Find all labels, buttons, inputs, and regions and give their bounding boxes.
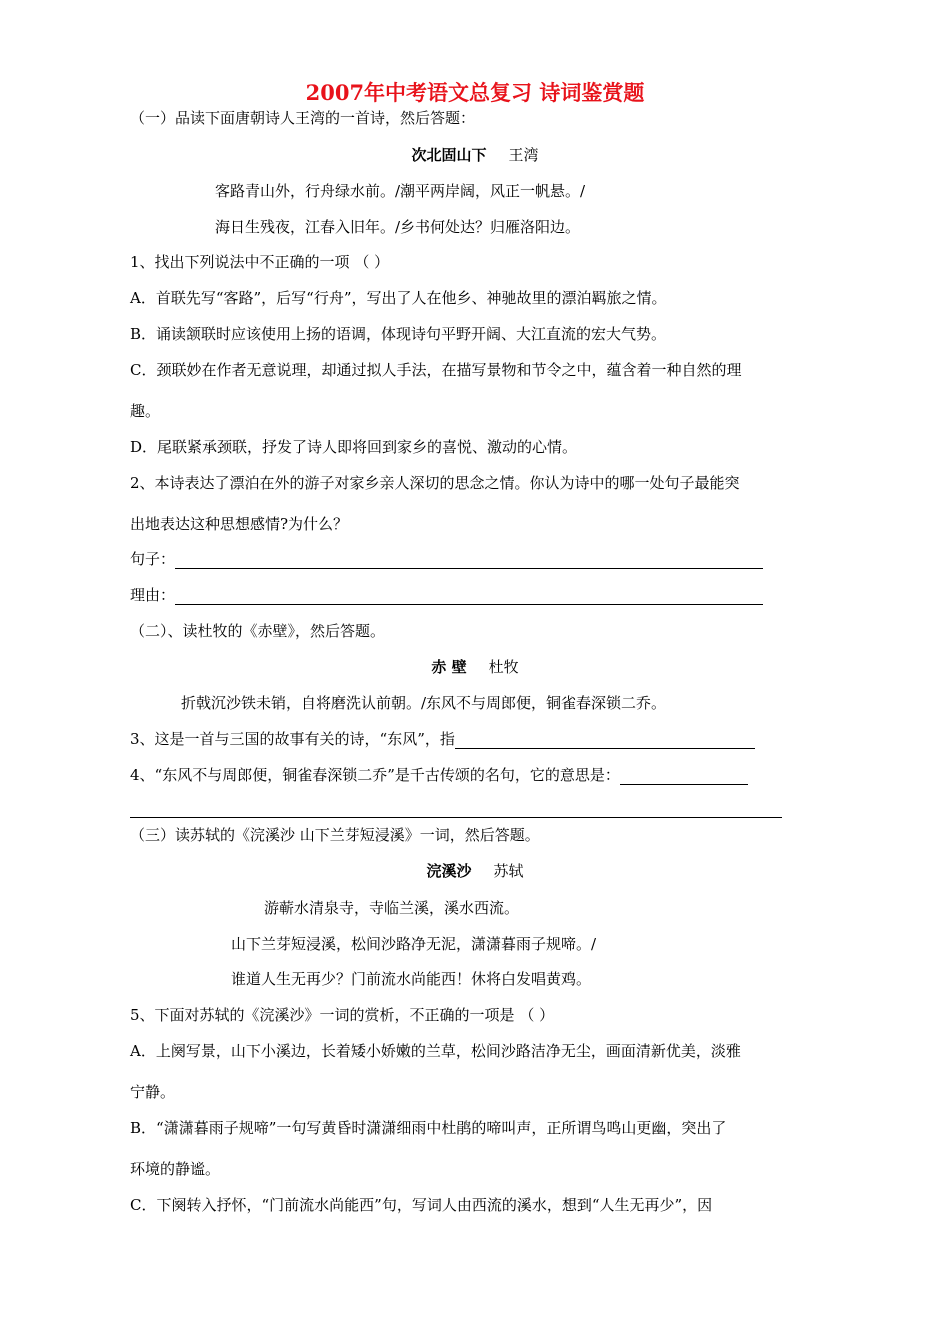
poem3-preface: 游蕲水清泉寺，寺临兰溪，溪水西流。 xyxy=(264,899,520,917)
poem3-heading xyxy=(0,861,950,881)
section3-intro: （三）读苏轼的《浣溪沙 山下兰芽短浸溪》一词，然后答题。 xyxy=(130,826,540,844)
question2-line2: 出地表达这种思想感情?为什么？ xyxy=(130,515,349,533)
poem3-title: 浣溪沙 xyxy=(426,862,472,880)
poem2-heading xyxy=(0,657,950,677)
question5: 5、下面对苏轼的《浣溪沙》一词的赏析，不正确的一项是 （ ） xyxy=(130,1006,555,1024)
question3-row xyxy=(130,729,755,749)
question1-option-c-line1: C．颈联妙在作者无意说理，却通过拟人手法，在描写景物和节令之中，蕴含着一种自然的理 xyxy=(130,361,742,379)
question3: 3、这是一首与三国的故事有关的诗，“东风”，指 xyxy=(130,730,455,748)
sentence-label: 句子： xyxy=(130,550,176,568)
poem1-author: 王湾 xyxy=(508,146,539,164)
question1-option-d: D．尾联紧承颈联，抒发了诗人即将回到家乡的喜悦、激动的心情。 xyxy=(130,438,578,456)
question2-line1: 2、本诗表达了漂泊在外的游子对家乡亲人深切的思念之情。你认为诗中的哪一处句子最能突 xyxy=(130,474,740,492)
question4-answer-line[interactable] xyxy=(130,817,782,818)
sentence-answer-blank[interactable] xyxy=(175,552,763,569)
question3-answer-blank[interactable] xyxy=(455,732,755,749)
sentence-answer-row xyxy=(130,549,763,569)
question1-option-b: B．诵读颔联时应该使用上扬的语调，体现诗句平野开阔、大江直流的宏大气势。 xyxy=(130,325,667,343)
question5-option-a-line2: 宁静。 xyxy=(130,1083,176,1101)
reason-answer-row xyxy=(130,585,763,605)
poem2-title: 赤 壁 xyxy=(431,658,467,676)
poem3-line2: 谁道人生无再少？门前流水尚能西！休将白发唱黄鸡。 xyxy=(231,970,592,988)
reason-answer-blank[interactable] xyxy=(175,588,763,605)
reason-label: 理由： xyxy=(130,586,176,604)
poem1-line2: 海日生残夜，江春入旧年。/乡书何处达？归雁洛阳边。 xyxy=(215,218,581,236)
poem2-author: 杜牧 xyxy=(488,658,519,676)
question1-option-c-line2: 趣。 xyxy=(130,402,161,420)
question5-option-c-line1: C．下阕转入抒怀，“门前流水尚能西”句，写词人由西流的溪水，想到“人生无再少”，因 xyxy=(130,1196,713,1214)
poem1-title: 次北固山下 xyxy=(411,146,487,164)
section2-intro: （二）、读杜牧的《赤壁》，然后答题。 xyxy=(130,622,386,640)
poem3-author: 苏轼 xyxy=(493,862,524,880)
poem2-line1: 折戟沉沙铁未销，自将磨洗认前朝。/东风不与周郎便，铜雀春深锁二乔。 xyxy=(181,694,667,712)
page-title: 2007年中考语文总复习 诗词鉴赏题 xyxy=(305,80,645,105)
question1-option-a: A．首联先写“客路”，后写“行舟”，写出了人在他乡、神驰故里的漂泊羁旅之情。 xyxy=(130,289,667,307)
poem1-line1: 客路青山外，行舟绿水前。/潮平两岸阔，风正一帆悬。/ xyxy=(215,182,586,200)
question4-row xyxy=(130,765,748,785)
question5-option-b-line2: 环境的静谧。 xyxy=(130,1160,221,1178)
question4-answer-blank[interactable] xyxy=(620,768,748,785)
question4: 4、“东风不与周郎便，铜雀春深锁二乔”是千古传颂的名句，它的意思是： xyxy=(130,766,620,784)
question5-option-a-line1: A．上阕写景，山下小溪边，长着矮小娇嫩的兰草，松间沙路洁净无尘，画面清新优美，淡雅 xyxy=(130,1042,741,1060)
poem3-line1: 山下兰芽短浸溪，松间沙路净无泥，潇潇暮雨子规啼。/ xyxy=(231,935,597,953)
question5-option-b-line1: B．“潇潇暮雨子规啼”一句写黄昏时潇潇细雨中杜鹃的啼叫声，正所谓鸟鸣山更幽，突出了 xyxy=(130,1119,727,1137)
poem1-heading xyxy=(0,145,950,165)
section1-intro: （一）品读下面唐朝诗人王湾的一首诗，然后答题： xyxy=(130,109,476,127)
question1: 1、找出下列说法中不正确的一项 （ ） xyxy=(130,253,390,271)
